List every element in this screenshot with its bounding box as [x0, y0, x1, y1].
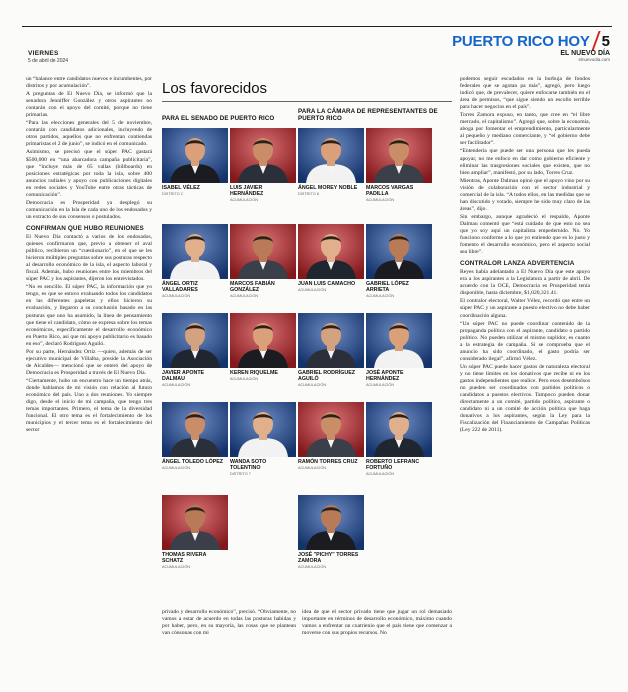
candidate-card: [162, 495, 228, 570]
candidate-role: DISTRITO 8: [298, 192, 319, 196]
candidate-card: [366, 224, 432, 299]
candidate-photo: [230, 224, 296, 279]
candidate-card: [162, 313, 228, 388]
candidate-role: ACUMULACIÓN: [298, 565, 327, 569]
paragraph: Democracia es Prosperidad ya desplegó su comunicación en la Isla de cada uno de los endosados y un extracto de sus consensos o postulados.: [26, 199, 152, 220]
candidate-card: [298, 224, 364, 293]
paragraph: Asimismo, se precisó que el súper PAC gastará $500,000 en “una abarcadora campaña publicitaria”, que “incluye más de 65 vallas (billboards) en posiciones estratégicas por toda la isla, sobre 400 anuncios radiales y apoyo con publicaciones digitales en redes sociales y YouTube entre otras tácticas de comunicación”.: [26, 149, 152, 198]
paragraph: un “balance entre candidatos nuevos e incumbentes, por distritos y por acumulación”.: [26, 76, 152, 90]
publisher-name: EL NUEVO DÍA: [560, 50, 610, 57]
candidate-role: ACUMULACIÓN: [230, 377, 259, 381]
candidate-photo: [162, 402, 228, 457]
candidate-photo: [162, 128, 228, 183]
date-full: 5 de abril de 2024: [28, 58, 69, 64]
candidate-card: [162, 402, 228, 471]
candidate-photo: [298, 128, 364, 183]
candidate-name: KEREN RIQUELME: [230, 370, 278, 376]
candidate-name: ISABEL VÉLEZ: [162, 185, 200, 191]
candidate-photo: [298, 495, 364, 550]
candidate-photo: [230, 313, 296, 368]
candidate-name: ÁNGEL ORTIZ VALLADARES: [162, 281, 198, 293]
candidate-name: JOSÉ "PICHY" TORRES ZAMORA: [298, 552, 359, 564]
article-bottom-left: privado y desarrollo económico”, precisó. “Obviamente, no vamos a estar de acuerdo en todas las posturas habidas y por haber, pero, en su mayoría, las cosas que se plantean van cónsonas con mi: [162, 609, 296, 637]
candidate-name: ÁNGEL TOLEDO LÓPEZ: [162, 459, 224, 465]
subheading: CONTRALOR LANZA ADVERTENCIA: [460, 260, 575, 268]
paragraph: “Para las elecciones generales del 5 de noviembre, contarán con candidatos adicionales, incluyendo de otros partidos, aquellos que no enfrentan contiendas primaristas el 2 de junio”, se indicó en el comunicado.: [26, 120, 152, 148]
paragraph: “No es sencillo. El súper PAC, la información que yo tengo, es que se estuvo evaluando todos los candidatos en las diferentes papeletas y ellos hicieron su evaluación, y llegaron a su conclusión basado en las posturas que uno ha asumido, la línea de pensamiento que tiene el candidato, cómo se expresa sobre los temas económicos, específicamente el desarrollo económico en Puerto Rico, así que mi apoyo publicitario es basado en eso”, declaró Rodríguez Aguiló.: [26, 284, 152, 347]
candidate-role: ACUMULACIÓN: [366, 472, 395, 476]
candidate-role: ACUMULACIÓN: [298, 466, 327, 470]
paragraph: Mientras, Aponte Dalmau opinó que el apoyo vino por su visión de colaboración con el sector industrial y comercial de la isla. “A todos ellos, en las medidas que se han discutido y votado, siempre he sido muy claro de las áreas”, dijo.: [460, 177, 590, 212]
candidate-role: ACUMULACIÓN: [162, 565, 191, 569]
article-bottom-right: idea de que el sector privado tiene que jugar un rol demasiado importante en términos de desarrollo económico, máximo cuando vamos a enfrentar un cuatrienio que el país tiene que comenzar a moverse con sus propios recursos. No: [302, 609, 452, 637]
candidate-role: ACUMULACIÓN: [366, 383, 395, 387]
candidate-role: ACUMULACIÓN: [230, 294, 259, 298]
candidate-name: THOMAS RIVERA SCHATZ: [162, 552, 207, 564]
paragraph: “Entendería que puede ser una persona que les pueda apoyar, no me enfoco en dar como gobierno eficiente y eliminar las trasgresiones sociales que existen, que no bien ampliar”, manifestó, por su lado, Torres Cruz.: [460, 148, 590, 176]
page-number: 5: [601, 32, 610, 50]
candidate-photo: [230, 402, 296, 457]
candidate-name: JUAN LUIS CAMACHO: [298, 281, 356, 287]
candidate-photo: [366, 313, 432, 368]
header-rule: [22, 26, 612, 27]
paragraph: Reyes había adelantado a El Nuevo Día que este apoyo era a los aspirantes a la Legislatura a partir de abril. De acuerdo con la OCE, Democracia es Prosperidad tenía disponible, hasta diciembre, $1,020,321.41.: [460, 269, 590, 297]
feature-title: Los favorecidos: [162, 80, 268, 97]
candidate-name: WANDA SOTO TOLENTINO: [230, 459, 267, 471]
candidate-name: JAVIER APONTE DALMAU: [162, 370, 205, 382]
candidate-card: [298, 495, 364, 570]
candidate-name: ÁNGEL MOREY NOBLE: [298, 185, 358, 191]
paragraph: Por su parte, Hernández Ortiz —quien, además de ser ejecutivo municipal de Villalba, preside la Asociación de Alcaldes— mencionó que se enteró del apoyo de Democracia es Prosperidad a través de El Nuevo Día.: [26, 348, 152, 376]
candidate-photo: [162, 313, 228, 368]
candidate-card: [366, 313, 432, 388]
candidate-name: LUIS JAVIER HERNÁNDEZ: [230, 185, 264, 197]
paragraph: A preguntas de El Nuevo Día, se informó que la senadora Jenniffer González y otros aspirantes no contarán con el apoyo del comité, porque no tiene primarias.: [26, 91, 152, 119]
paragraph: Sin embargo, aunque agradeció el respaldo, Aponte Dalmau comentó que “está cuidado de que esto no sea que yo soy aquí un capitalista empedernido. No. Yo funciono conforme a lo que yo entiendo que es lo justo y fomento el desarrollo económico, pero el aspecto social sea libre”.: [460, 213, 590, 256]
candidate-role: ACUMULACIÓN: [298, 383, 327, 387]
section-name: PUERTO RICO HOY: [452, 32, 590, 50]
candidate-card: [162, 128, 228, 197]
candidate-role: DISTRITO 2: [162, 192, 183, 196]
candidate-name: ROBERTO LEFRANC FORTUÑO: [366, 459, 420, 471]
candidate-name: MARCOS FABIÁN GONZÁLEZ: [230, 281, 275, 293]
paragraph: “Ciertamente, hubo un encuentro hace un tiempo atrás, donde hablamos de mi visión con relación al futuro económico del país. Uno a dos reuniones. Yo siempre digo, desde el inicio de mi campaña, que tengo tres temas importantes. Primero, el tema de la diversidad funcional. El otro tema es el fortalecimiento de los municipios y el tercer tema es el fortalecimiento del sector: [26, 377, 152, 434]
candidate-name: RAMÓN TORRES CRUZ: [298, 459, 358, 465]
senate-heading: PARA EL SENADO DE PUERTO RICO: [162, 115, 275, 122]
candidate-role: ACUMULACIÓN: [230, 198, 259, 202]
candidate-card: [230, 224, 296, 299]
candidate-card: [298, 402, 364, 471]
candidate-photo: [366, 224, 432, 279]
article-column-right: [460, 76, 590, 435]
paragraph: Torres Zamora expuso, en tanto, que cree en “el libre mercado, el capitalismo”. Agregó que, sobre la economía, aboga por fomentar el emprendimiento, particularmente al pequeño y mediano comerciante, y “el gobierno debe ser facilitador”.: [460, 112, 590, 147]
candidate-card: [162, 224, 228, 299]
candidate-name: GABRIEL RODRÍGUEZ AGUILÓ: [298, 370, 355, 382]
candidate-photo: [298, 313, 364, 368]
candidate-role: DISTRITO 7: [230, 472, 251, 476]
paragraph: El contralor electoral, Walter Vélez, recordó que entre un súper PAC y un aspirante a puesto electivo no debe haber coordinación alguna.: [460, 298, 590, 319]
brand-slash: [591, 31, 600, 51]
house-heading: PARA LA CÁMARA DE REPRESENTANTES DE PUERTO RICO: [298, 108, 438, 122]
candidate-role: ACUMULACIÓN: [298, 288, 327, 292]
candidate-role: ACUMULACIÓN: [162, 466, 191, 470]
candidate-photo: [230, 128, 296, 183]
article-column-left: [26, 76, 152, 435]
paragraph: El Nuevo Día contactó a varios de los endosados, quienes confirmaron que, previo a obtener el aval público, recibieron un “cuestionario”, en el que se les hicieron múltiples preguntas sobre sus posturas respecto al desarrollo económico de la isla, el aspecto laboral y fiscal. Además, hubo reuniones entre los miembros del súper PAC y los aspirantes, dijeron los entrevistados.: [26, 233, 152, 283]
candidate-role: ACUMULACIÓN: [162, 294, 191, 298]
candidate-photo: [162, 495, 228, 550]
feature-rule: [162, 101, 452, 102]
candidate-role: ACUMULACIÓN: [162, 383, 191, 387]
candidate-card: [298, 128, 364, 197]
publisher-block: [560, 50, 610, 62]
candidate-name: MARCOS VARGAS PADILLA: [366, 185, 414, 197]
candidate-card: [230, 313, 296, 382]
paragraph: Un súper PAC puede hacer gastos de naturaleza electoral y no tiene límites en los donativos que recibe ni en los gastos independientes que realice. Pero esos desembolsos no pueden ser coordinados con partidos políticos o candidatos a puestos electivos. Tampoco pueden donar directamente a un comité, partido político, aspirante o candidato ni a un comité de acción política que haga donativos a los aspirantes, según la Ley para la Fiscalización del Financiamiento de Campañas Políticas (Ley 222 de 2011).: [460, 363, 590, 434]
candidate-card: [366, 402, 432, 477]
candidate-role: ACUMULACIÓN: [366, 198, 395, 202]
candidate-name: JOSÉ APONTE HERNÁNDEZ: [366, 370, 404, 382]
publisher-site: elnuevodia.com: [578, 57, 610, 62]
paragraph: podemos seguir escudados en la burbuja de fondos federales que se agotan pa más”, agregó, pero luego indicó que, de prevalecer, quiere enfocarse también en el área de permisos, “que sigue siendo un escollo terrible para hacer negocios en el país”.: [460, 76, 590, 111]
candidate-photo: [298, 224, 364, 279]
section-brand: [452, 31, 610, 51]
date-block: [28, 50, 68, 64]
candidate-card: [230, 128, 296, 203]
candidate-name: GABRIEL LÓPEZ ARRIETA: [366, 281, 409, 293]
candidate-role: ACUMULACIÓN: [366, 294, 395, 298]
candidate-card: [298, 313, 364, 388]
candidate-photo: [298, 402, 364, 457]
paragraph: “Un súper PAC no puede coordinar contenido de la propaganda política con el aspirante, candidato o partido político. No pueden utilizar el mismo suplidor, es cuanto a la estrategia de campaña. Si se comprueba que el anuncio ha sido coordinado, el gasto podría ser considerado ilegal”, afirmó Vélez.: [460, 320, 590, 362]
candidate-card: [230, 402, 296, 477]
candidate-card: [366, 128, 432, 203]
date-day: VIERNES: [28, 50, 59, 57]
candidate-photo: [366, 128, 432, 183]
candidate-photo: [366, 402, 432, 457]
candidate-photo: [162, 224, 228, 279]
subheading: CONFIRMAN QUE HUBO REUNIONES: [26, 224, 144, 232]
